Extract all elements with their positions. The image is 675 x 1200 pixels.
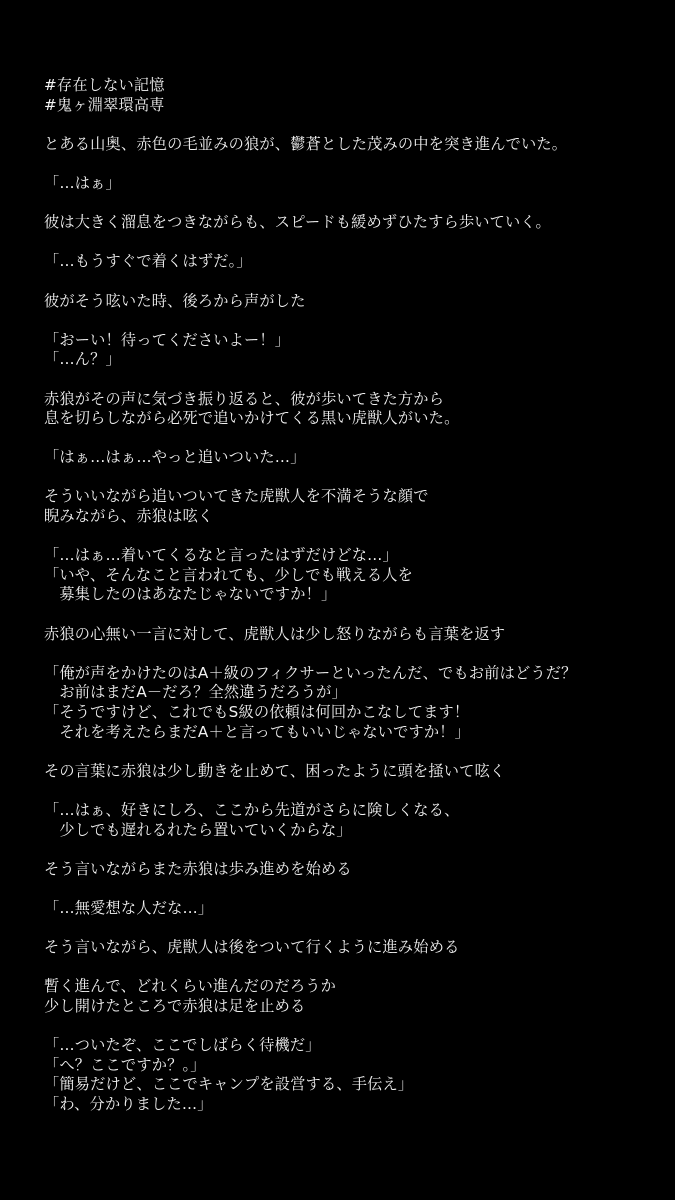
story-line: 赤狼がその声に気づき振り返ると、彼が歩いてきた方から (44, 389, 445, 408)
story-line: そういいながら追いついてきた虎獣人を不満そうな顔で (44, 487, 429, 506)
story-paragraph (44, 801, 664, 840)
story-line: それを考えたらまだA＋と言ってもいいじゃないですか！」 (44, 722, 471, 741)
story-paragraph (44, 860, 664, 880)
story-line: 「そうですけど、これでもS級の依頼は何回かこなしてます！ (44, 703, 470, 721)
story-paragraph (44, 899, 664, 919)
story-line: 「…はぁ、好きにしろ、ここから先道がさらに険しくなる、 (44, 800, 460, 819)
story-text (44, 76, 664, 1134)
story-line: 「…ん？」 (44, 350, 121, 369)
story-line: その言葉に赤狼は少し動きを止めて、困ったように頭を掻いて呟く (44, 761, 506, 780)
story-line: お前はまだA－だろ？全然違うだろうが」 (44, 683, 347, 702)
story-line: 「…もうすぐで着くはずだ。」 (44, 252, 252, 271)
story-paragraph (44, 213, 664, 233)
story-paragraph (44, 487, 664, 526)
story-line: 「俺が声をかけたのはA＋級のフィクサーといったんだ、でもお前はどうだ？ (44, 663, 577, 682)
story-line: 彼は大きく溜息をつきながらも、スピードも緩めずひたすら歩いていく。 (44, 213, 551, 232)
story-paragraph (44, 1036, 664, 1114)
story-line: 「おーい！待ってくださいよー！」 (44, 330, 291, 349)
story-paragraph (44, 76, 664, 115)
story-paragraph (44, 448, 664, 468)
story-line: そう言いながら、虎獣人は後をついて行くように進み始める (44, 938, 460, 957)
story-paragraph (44, 762, 664, 782)
story-line: 息を切らしながら必死で追いかけてくる黒い虎獣人がいた。 (44, 409, 460, 428)
story-paragraph (44, 390, 664, 429)
story-line: #鬼ヶ淵翠環高専 (44, 95, 165, 114)
story-line: 「わ、分かりました…」 (44, 1094, 213, 1113)
story-line: 「…はぁ」 (44, 173, 121, 192)
story-paragraph (44, 625, 664, 645)
story-line: 「…ついたぞ、ここでしばらく待機だ」 (44, 1036, 321, 1055)
story-paragraph (44, 292, 664, 312)
story-line: 少しでも遅れるれたら置いていくからな」 (44, 820, 352, 839)
story-paragraph (44, 546, 664, 605)
story-paragraph (44, 664, 664, 742)
story-line: 「…はぁ…着いてくるなと言ったはずだけどな…」 (44, 546, 398, 565)
story-paragraph (44, 977, 664, 1016)
story-paragraph (44, 252, 664, 272)
story-paragraph (44, 174, 664, 194)
story-line: 睨みながら、赤狼は呟く (44, 507, 214, 526)
story-line: 募集したのはあなたじゃないですか！」 (44, 585, 337, 604)
story-line: 暫く進んで、どれくらい進んだのだろうか (44, 977, 337, 996)
story-line: そう言いながらまた赤狼は歩み進めを始める (44, 859, 352, 878)
story-line: 赤狼の心無い一言に対して、虎獣人は少し怒りながらも言葉を返す (44, 624, 506, 643)
story-line: 「簡易だけど、ここでキャンプを設営する、手伝え」 (44, 1075, 414, 1094)
story-line: #存在しない記憶 (44, 76, 165, 94)
story-paragraph (44, 135, 664, 155)
story-line: 「…無愛想な人だな…」 (44, 898, 214, 917)
story-line: 「はぁ…はぁ…やっと追いついた…」 (44, 448, 306, 467)
story-line: 「いや、そんなこと言われても、少しでも戦える人を (44, 565, 413, 584)
story-line: 彼がそう呟いた時、後ろから声がした (44, 291, 306, 310)
story-paragraph (44, 938, 664, 958)
story-line: 少し開けたところで赤狼は足を止める (44, 996, 306, 1015)
story-line: 「へ？ここですか？。」 (44, 1055, 206, 1074)
story-paragraph (44, 331, 664, 370)
story-line: とある山奥、赤色の毛並みの狼が、鬱蒼とした茂みの中を突き進んでいた。 (44, 134, 568, 153)
